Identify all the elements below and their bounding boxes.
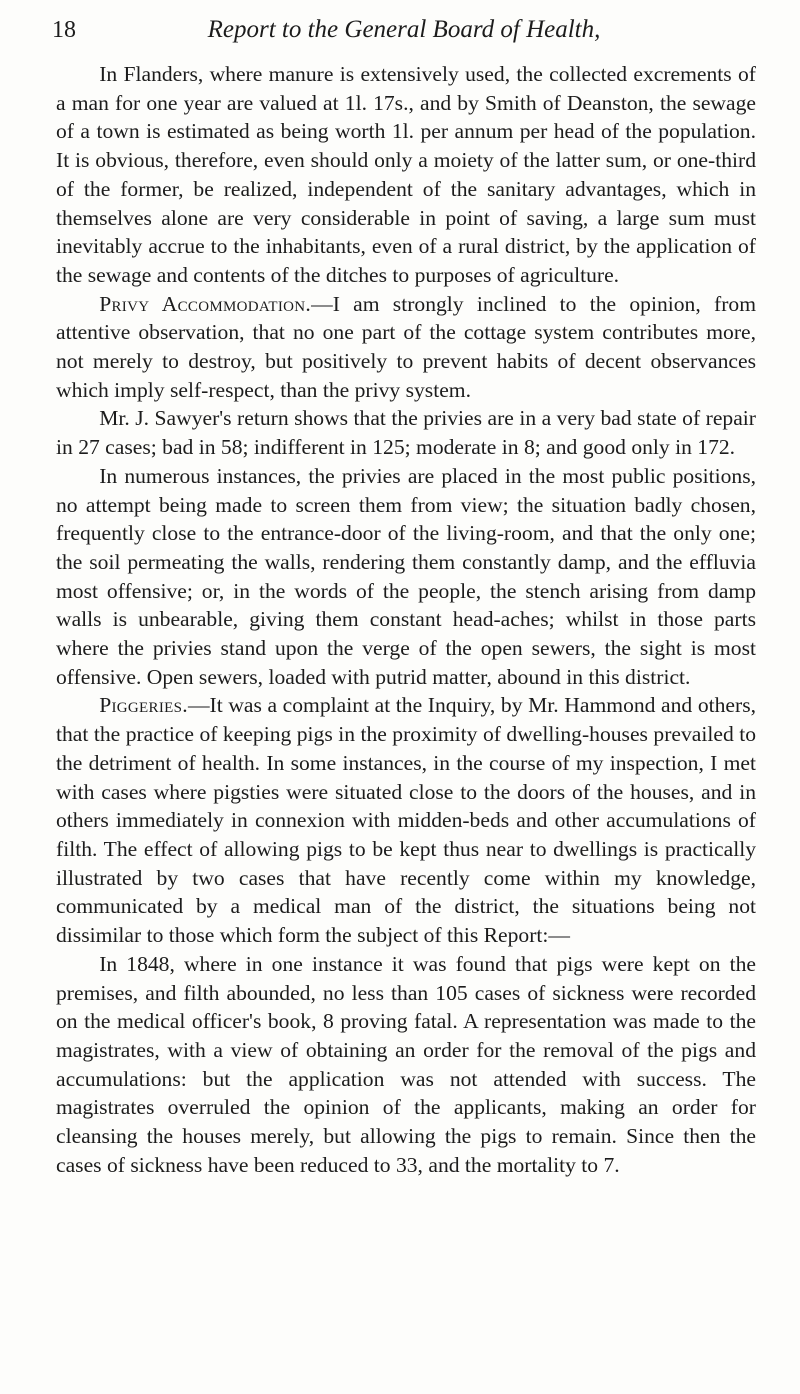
paragraph-1848-case — [56, 950, 756, 1180]
section-heading-privy: Privy Accommodation. — [99, 291, 312, 316]
paragraph-piggeries — [56, 691, 756, 949]
paragraph-text: In 1848, where in one instance it was found that pigs were kept on the premises, and filth abounded, no less than 105 cases of sickness were recorded on the medical officer's book, 8 proving fatal. A representation was made to the magistrates, with a view of obtaining an order for the removal of the pigs and accumulations: but the application was not attended with success. The magistrates overruled the opinion of the applicants, making an order for cleansing the houses merely, but allowing the pigs to remain. Since then the cases of sickness have been reduced to 33, and the mortality to 7. — [56, 951, 756, 1177]
paragraph-flanders-manure — [56, 60, 756, 290]
running-title: Report to the General Board of Health, — [207, 16, 601, 43]
paragraph-text: —I am strongly inclined to the opinion, from attentive observation, that no one part of the cottage system contributes more, not merely to destroy, but positively to prevent habits of decent observances which imply self-respect, than the privy system. — [56, 291, 756, 402]
page-header — [52, 14, 756, 50]
paragraph-text: In numerous instances, the privies are placed in the most public positions, no attempt being made to screen them from view; the situation badly chosen, frequently close to the entrance-door of the living-room, and that the only one; the soil permeating the walls, rendering them constantly damp, and the effluvia most offensive; or, in the words of the people, the stench arising from damp walls is unbearable, giving them constant head-aches; whilst in those parts where the privies stand upon the verge of the open sewers, the sight is most offensive. Open sewers, loaded with putrid matter, abound in this district. — [56, 463, 756, 689]
paragraph-text: In Flanders, where manure is extensively used, the collected excrements of a man for one year are valued at 1l. 17s., and by Smith of Deanston, the sewage of a town is estimated as being worth 1l. per annum per head of the population. It is obvious, therefore, even should only a moiety of the latter sum, or one-third of the former, be realized, independent of the sanitary advantages, which in themselves alone are very considerable in point of saving, a large sum must inevitably accrue to the inhabitants, even of a rural district, by the application of the sewage and contents of the ditches to purposes of agriculture. — [56, 62, 756, 287]
page-number: 18 — [52, 17, 76, 43]
section-heading-piggeries: Piggeries. — [99, 693, 188, 718]
paragraph-text: —It was a complaint at the Inquiry, by Mr. Hammond and others, that the practice of keeping pigs in the proximity of dwelling-houses prevailed to the detriment of health. In some instances, in the course of my inspection, I met with cases where pigsties were situated close to the doors of the houses, and in others immediately in connexion with midden-beds and other accumulations of filth. The effect of allowing pigs to be kept thus near to dwellings is practically illustrated by two cases that have recently come within my knowledge, communicated by a medical man of the district, the situations being not dissimilar to those which form the subject of this Report:— — [56, 693, 756, 948]
paragraph-privy-positions — [56, 462, 756, 692]
paragraph-text: Mr. J. Sawyer's return shows that the privies are in a very bad state of repair in 27 cases; bad in 58; indifferent in 125; moderate in 8; and good only in 172. — [56, 406, 756, 460]
paragraph-privy-accommodation — [56, 290, 756, 405]
paragraph-sawyer-return — [56, 404, 756, 461]
report-body — [56, 60, 756, 1179]
